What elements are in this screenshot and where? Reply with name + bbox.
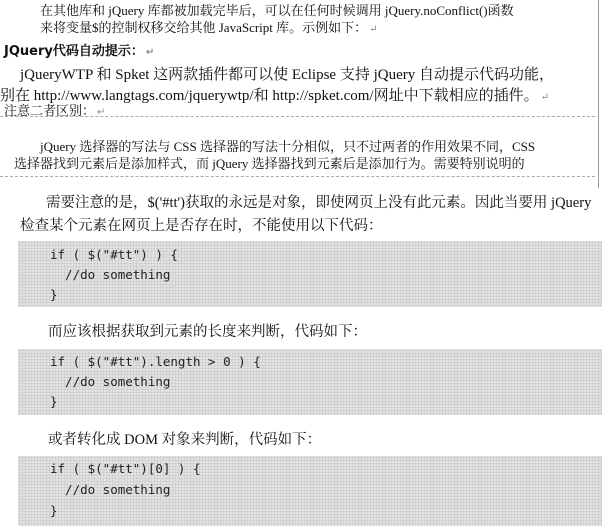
code-line: } (50, 394, 58, 409)
code-line: if ( $("#tt").length > 0 ) { (50, 354, 261, 369)
code-block-3 (18, 456, 602, 526)
intro-line-2-text: 来将变量$的控制权移交给其他 JavaScript 库。示例如下： (40, 20, 368, 35)
diff-line-1: jQuery 选择器的写法与 CSS 选择器的写法十分相似，只不过两者的作用效果不同，CSS (40, 139, 536, 154)
tip-heading-text: JQuery代码自动提示： (4, 44, 144, 59)
code-line: //do something (50, 482, 171, 497)
code-line: if ( $("#tt") ) { (50, 247, 178, 262)
code-line: } (50, 503, 58, 518)
tip-line-2-text: 别在 http://www.langtags.com/jquerywtp/和 http://spket.com/网址中下载相应的插件。 (0, 88, 539, 104)
code-line: //do something (50, 374, 171, 389)
paragraph-mark-icon: ↵ (540, 92, 549, 103)
para1-line-1: 需要注意的是，$('#tt')获取的永远是对象，即使网页上没有此元素。因此当要用 jQuery (46, 195, 592, 211)
code-block-2 (18, 349, 602, 415)
tip-line-1: jQueryWTP 和 Spket 这两款插件都可以使 Eclipse 支持 jQuery 自动提示代码功能， (20, 67, 554, 83)
para3: 或者转化成 DOM 对象来判断，代码如下： (48, 432, 322, 448)
para1-line-2: 检查某个元素在网页上是否存在时，不能使用以下代码： (20, 218, 383, 234)
paragraph-mark-icon: ↵ (97, 107, 106, 118)
code-line: if ( $("#tt")[0] ) { (50, 461, 201, 476)
intro-line-1: 在其他库和 jQuery 库都被加载完毕后，可以在任何时候调用 jQuery.noConflict()函数 (40, 3, 514, 18)
page-divider (0, 176, 595, 177)
paragraph-mark-icon: ↵ (145, 47, 155, 58)
code-line: } (50, 287, 58, 302)
page-divider (0, 116, 595, 117)
para2: 而应该根据获取到元素的长度来判断，代码如下： (48, 324, 367, 340)
diff-line-2: 选择器找到元素后是添加样式，而 jQuery 选择器找到元素后是添加行为。需要特别说明的 (14, 156, 525, 171)
code-line: //do something (50, 267, 171, 282)
diff-heading-text: 注意二者区别： (4, 104, 96, 119)
code-block-1 (18, 241, 602, 307)
page-edge-rule (598, 0, 599, 188)
intro-line-2 (40, 17, 378, 36)
paragraph-mark-icon: ↵ (369, 24, 378, 35)
tip-heading (4, 40, 154, 59)
